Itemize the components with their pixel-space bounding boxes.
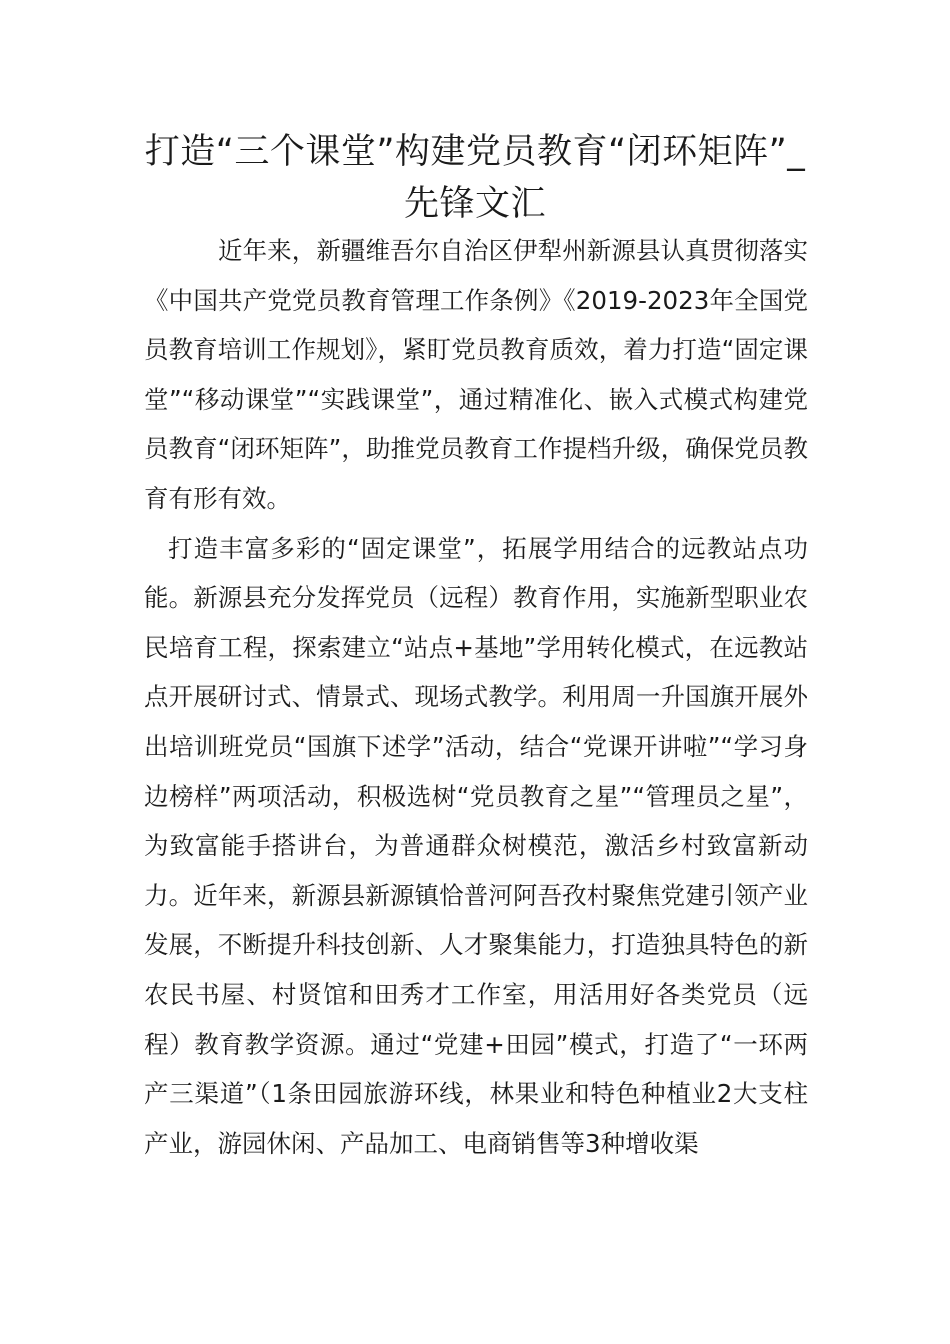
paragraph-fixed-classroom: 打造丰富多彩的“固定课堂”，拓展学用结合的远教站点功能。新源县充分发挥党员（远程）教育作用，实施新型职业农民培育工程，探索建立“站点+基地”学用转化模式，在远教站点开展研讨式、情景式、现场式教学。利用周一升国旗开展外出培训班党员“国旗下述学”活动，结合“党课开讲啦”“学习身边榜样”两项活动，积极选树“党员教育之星”“管理员之星”，为致富能手搭讲台，为普通群众树模范，激活乡村致富新动力。近年来，新源县新源镇恰普河阿吾孜村聚焦党建引领产业发展，不断提升科技创新、人才聚集能力，打造独具特色的新农民书屋、村贤馆和田秀才工作室，用活用好各类党员（远程）教育教学资源。通过“党建+田园”模式，打造了“一环两产三渠道”（1条田园旅游环线，林果业和特色种植业2大支柱产业，游园休闲、产品加工、电商销售等3种增收渠: [144, 533, 808, 1158]
document-body: [144, 226, 808, 1168]
document-title: 打造“三个课堂”构建党员教育“闭环矩阵”_先锋文汇: [144, 132, 806, 224]
paragraph-intro: 近年来，新疆维吾尔自治区伊犁州新源县认真贯彻落实《中国共产党党员教育管理工作条例》《2019-2023年全国党员教育培训工作规划》，紧盯党员教育质效，着力打造“固定课堂”“移动课堂”“实践课堂”，通过精准化、嵌入式模式构建党员教育“闭环矩阵”，助推党员教育工作提档升级，确保党员教育有形有效。: [144, 236, 808, 513]
